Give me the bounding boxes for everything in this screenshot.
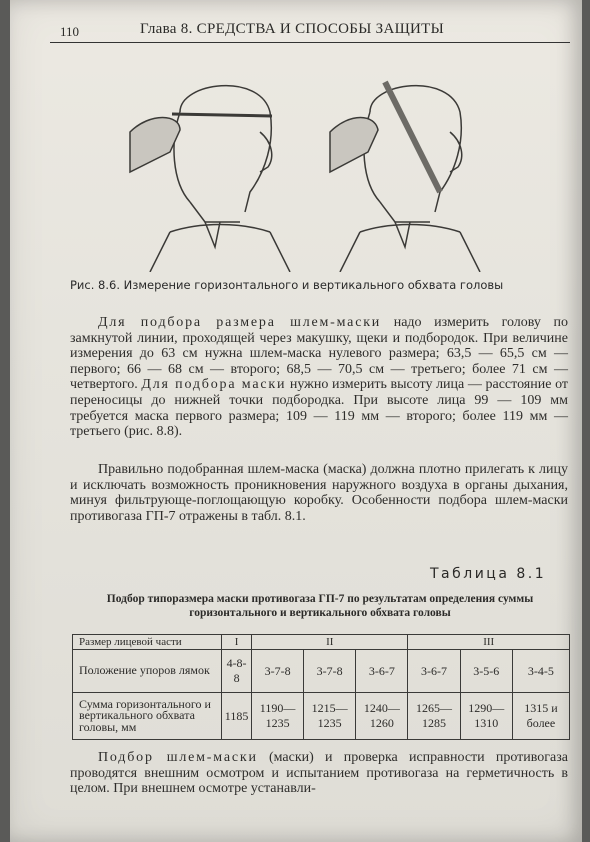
paragraph1-emphasis-2: Для подбора маски [141,377,287,393]
table-cell: 1185 [222,693,252,740]
paragraph-helmet-size [70,315,568,440]
table-row [73,693,570,740]
running-header [50,20,570,43]
table-cell: 1190—1235 [252,693,304,740]
chapter-title: Глава 8. СРЕДСТВА И СПОСОБЫ ЗАЩИТЫ [140,21,445,37]
table-cell: 3-4-5 [512,650,569,693]
table-cell: 1240—1260 [356,693,408,740]
table-title: Подбор типоразмера маски противогаза ГП-7 по результатам определения суммы горизонтального и вертикального обхвата головы [106,593,534,619]
table-header-row [73,635,570,650]
table-cell: 3-6-7 [408,650,460,693]
size-header-1: I [222,635,252,650]
table-header-label: Размер лицевой части [73,635,222,650]
figure-caption-label: Рис. 8.6. [70,278,120,292]
row1-label: Положение упоров лямок [73,650,222,693]
book-page [10,0,582,842]
table-cell: 4-8-8 [222,650,252,693]
paragraph-inspection [70,750,568,797]
table-cell: 1315 и более [512,693,569,740]
table-cell: 1215—1235 [304,693,356,740]
table-cell: 3-5-6 [460,650,512,693]
paragraph1-text-2: нужно измерить высоту лица — расстояние от переносицы до нижней точки подбородка. При высоте лица 99 — 109 мм требуется маска первого размера; 109 — 119 мм — второго; более 119 мм — третьего (рис. 8.8). [70,377,568,440]
size-header-2: II [252,635,408,650]
table-label: Таблица 8.1 [430,566,547,582]
right-head-vertical-measurement [330,82,480,272]
paragraph-fitting: Правильно подобранная шлем-маска (маска) должна плотно прилегать к лицу и исключать возможность проникновения наружного воздуха в органы дыхания, минуя фильтрующе-поглощающую коробку. Особенности подбора шлем-маски противогаза ГП-7 отражены в табл. 8.1. [70,462,568,524]
table-cell: 3-7-8 [304,650,356,693]
paragraph3-text: (маски) и проверка исправности противогаза проводятся внешним осмотром и испытанием противогаза на герметичность в целом. При внешнем осмотре устанавли- [70,750,568,797]
table-cell: 1290—1310 [460,693,512,740]
left-head-horizontal-measurement [130,86,290,272]
table-cell: 3-7-8 [252,650,304,693]
table-cell: 3-6-7 [356,650,408,693]
size-header-3: III [408,635,570,650]
head-measurement-illustration [110,72,530,272]
paragraph1-emphasis: Для подбора размера шлем-маски [98,315,382,330]
figure-caption-text: Измерение горизонтального и вертикального обхвата головы [123,278,504,292]
figure-caption [70,278,570,292]
table-cell: 1265—1285 [408,693,460,740]
page-number: 110 [60,24,80,39]
paragraph3-emphasis: Подбор шлем-маски [98,750,258,765]
row2-label: Сумма горизонтального и вертикального обхвата головы, мм [73,693,222,740]
table-row [73,650,570,693]
paragraph1-text: надо измерить голову по замкнутой линии, проходящей через макушку, щеки и подбородок. При величине измерения до 63 см нужна шлем-маска нулевого размера; 63,5 — 65,5 см — первого; 66 — 68 см — второго; 68,5 — 70,5 см — третьего; более 71 см — четвертого. [70,315,568,393]
size-table [72,634,570,740]
